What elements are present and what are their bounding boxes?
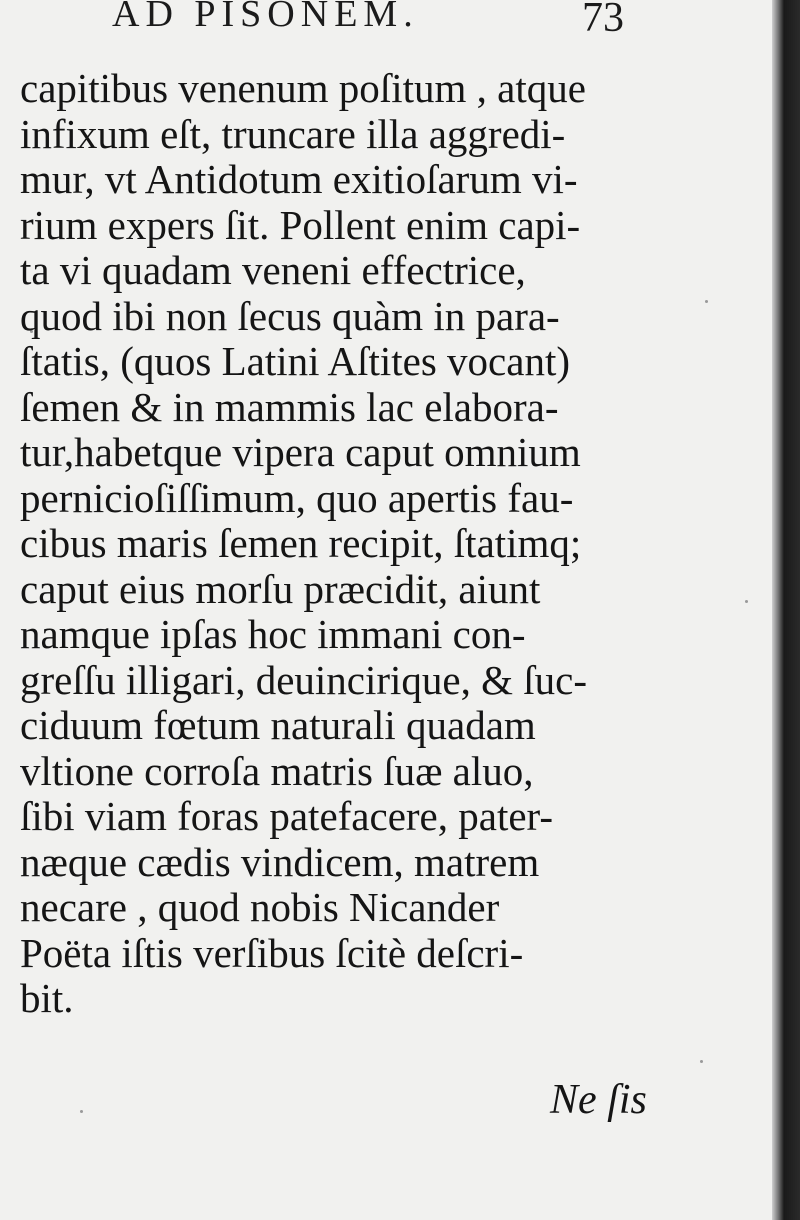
running-head	[112, 0, 672, 41]
text-line: cibus maris ſemen recipit, ſtatimq;	[20, 520, 582, 566]
paper-speck	[700, 1060, 703, 1063]
text-line: Poëta iſtis verſibus ſcitè deſcri-	[20, 929, 524, 976]
text-line: pernicioſiſſimum, quo apertis fau-	[20, 474, 574, 521]
paper-speck	[80, 1110, 83, 1113]
text-line: mur, vt Antidotum exitioſarum vi-	[20, 156, 578, 202]
text-line: ſtatis, (quos Latini Aſtites vocant)	[20, 338, 570, 384]
text-line: næque cædis vindicem, matrem	[20, 838, 540, 885]
text-line: caput eius morſu præcidit, aiunt	[20, 565, 541, 612]
paper-speck	[705, 300, 708, 303]
paper-speck	[745, 600, 748, 603]
text-line: quod ibi non ſecus quàm in para-	[20, 292, 560, 339]
text-line: ciduum fœtum naturali quadam	[20, 702, 536, 748]
text-line: bit.	[20, 975, 74, 1021]
body-text	[20, 66, 660, 1022]
text-line: tur,habetque vipera caput omnium	[20, 429, 581, 475]
text-line: necare , quod nobis Nicander	[20, 884, 500, 930]
text-line: capitibus venenum poſitum , atque	[20, 65, 586, 111]
text-line: ſibi viam foras patefacere, pater-	[20, 793, 554, 839]
page-number: 73	[582, 0, 624, 41]
text-line: ſemen & in mammis lac elabora-	[20, 383, 559, 430]
book-edge-shadow	[772, 0, 800, 1220]
text-line: rium expers ſit. Pollent enim capi-	[20, 201, 581, 248]
text-line: namque ipſas hoc immani con-	[20, 611, 526, 657]
catchword: Ne ſis	[550, 1077, 647, 1123]
text-line: greſſu illigari, deuincirique, & ſuc-	[20, 656, 587, 703]
text-line: vltione corroſa matris ſuæ aluo,	[20, 747, 534, 794]
text-line: infixum eſt, truncare illa aggredi-	[20, 110, 566, 157]
text-line: ta vi quadam veneni effectrice,	[20, 247, 526, 293]
running-head-title: AD PISONEM.	[112, 0, 419, 35]
